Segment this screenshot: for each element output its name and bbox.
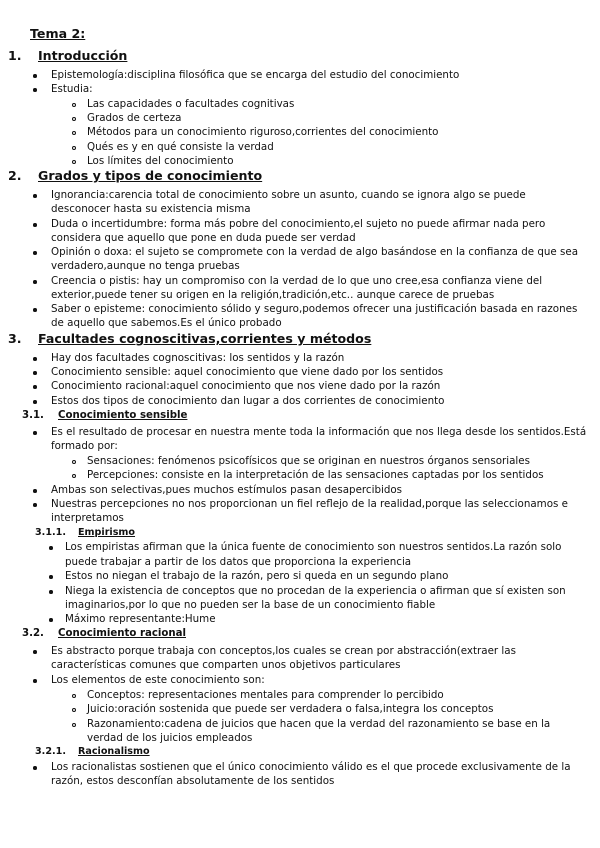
hollow-bullet-icon <box>72 146 76 150</box>
bullet-icon <box>33 251 37 255</box>
bullet-icon <box>49 618 53 622</box>
list-item: Los elementos de este conocimiento son: <box>51 674 265 686</box>
section-heading: Grados y tipos de conocimiento <box>38 168 263 183</box>
bullet-icon <box>33 400 37 404</box>
bullet-icon <box>49 546 53 550</box>
bullet-icon <box>33 194 37 198</box>
list-item: Creencia o pistis: hay un compromiso con la verdad de lo que uno cree,esa confianza viene del <box>51 275 543 287</box>
list-item: Epistemología:disciplina filosófica que se encarga del estudio del conocimiento <box>51 69 460 81</box>
bullet-icon <box>33 357 37 361</box>
bullet-icon <box>33 308 37 312</box>
list-item: Grados de certeza <box>87 112 182 124</box>
list-item: Qués es y en qué consiste la verdad <box>87 141 274 153</box>
list-item-continuation: razón, estos desconfían absolutamente de los sentidos <box>51 775 335 787</box>
section-heading: Introducción <box>38 48 128 63</box>
bullet-icon <box>33 385 37 389</box>
section-number: 1. <box>8 48 22 63</box>
hollow-bullet-icon <box>72 723 76 727</box>
hollow-bullet-icon <box>72 117 76 121</box>
bullet-icon <box>33 88 37 92</box>
list-item: Saber o episteme: conocimiento sólido y seguro,podemos ofrecer una justificación basada en razones <box>51 303 578 315</box>
bullet-icon <box>33 503 37 507</box>
section-heading: Racionalismo <box>78 746 150 757</box>
list-item: Es el resultado de procesar en nuestra mente toda la información que nos llega desde los sentidos.Está <box>51 426 587 438</box>
list-item-continuation: interpretamos <box>51 512 124 524</box>
list-item-continuation: exterior,puede tener su origen en la religión,tradición,etc.. aunque carece de pruebas <box>51 289 495 301</box>
section-number: 3.2. <box>22 628 44 639</box>
list-item-continuation: imaginarios,por lo que no pueden ser la base de un conocimiento fiable <box>65 599 436 611</box>
list-item: Conocimiento racional:aquel conocimiento que nos viene dado por la razón <box>51 380 441 392</box>
section-heading: Empirismo <box>78 527 136 538</box>
list-item: Máximo representante:Hume <box>65 613 216 625</box>
hollow-bullet-icon <box>72 708 76 712</box>
hollow-bullet-icon <box>72 131 76 135</box>
list-item: Nuestras percepciones no nos proporcionan un fiel reflejo de la realidad,porque las seleccionamos e <box>51 498 568 510</box>
list-item: Ignorancia:carencia total de conocimiento sobre un asunto, cuando se ignora algo se puede <box>51 189 526 201</box>
list-item-continuation: de aquello que sabemos.Es el único probado <box>51 317 282 329</box>
section-number: 3.1. <box>22 410 44 421</box>
section-number: 3.1.1. <box>35 527 66 538</box>
list-item: Opinión o doxa: el sujeto se compromete con la verdad de algo basándose en la confianza de que sea <box>51 246 579 258</box>
bullet-icon <box>33 679 37 683</box>
hollow-bullet-icon <box>72 160 76 164</box>
section-number: 2. <box>8 168 22 183</box>
bullet-icon <box>33 489 37 493</box>
section-heading: Conocimiento sensible <box>58 410 188 421</box>
list-item: Sensaciones: fenómenos psicofísicos que se originan en nuestros órganos sensoriales <box>87 455 530 467</box>
bullet-icon <box>33 371 37 375</box>
list-item: Los empiristas afirman que la única fuente de conocimiento son nuestros sentidos.La razón solo <box>65 541 562 553</box>
list-item: Es abstracto porque trabaja con conceptos,los cuales se crean por abstracción(extraer las <box>51 645 516 657</box>
section-number: 3. <box>8 331 22 346</box>
section-heading: Conocimiento racional <box>58 628 186 639</box>
list-item-continuation: desconocer hasta su existencia misma <box>51 203 251 215</box>
list-item: Los racionalistas sostienen que el único conocimiento válido es el que procede exclusivamente de la <box>51 761 571 773</box>
list-item: Hay dos facultades cognoscitivas: los sentidos y la razón <box>51 352 345 364</box>
list-item: Estudia: <box>51 83 93 95</box>
section-number: 3.2.1. <box>35 746 66 757</box>
list-item-continuation: puede trabajar a partir de los datos que proporciona la experiencia <box>65 556 412 568</box>
document-title: Tema 2: <box>30 26 86 41</box>
bullet-icon <box>49 590 53 594</box>
bullet-icon <box>49 575 53 579</box>
list-item: Percepciones: consiste en la interpretación de las sensaciones captadas por los sentidos <box>87 469 544 481</box>
section-heading: Facultades cognoscitivas,corrientes y métodos <box>38 331 372 346</box>
bullet-icon <box>33 766 37 770</box>
list-item: Conceptos: representaciones mentales para comprender lo percibido <box>87 689 444 701</box>
list-item-continuation: verdadero,aunque no tenga pruebas <box>51 260 240 272</box>
hollow-bullet-icon <box>72 460 76 464</box>
list-item: Juicio:oración sostenida que puede ser verdadera o falsa,integra los conceptos <box>87 703 494 715</box>
list-item: Duda o incertidumbre: forma más pobre del conocimiento,el sujeto no puede afirmar nada pero <box>51 218 546 230</box>
list-item-continuation: verdad de los juicios empleados <box>87 732 253 744</box>
bullet-icon <box>33 223 37 227</box>
list-item: Estos no niegan el trabajo de la razón, pero si queda en un segundo plano <box>65 570 449 582</box>
list-item-continuation: formado por: <box>51 440 118 452</box>
bullet-icon <box>33 650 37 654</box>
list-item-continuation: considera que aquello que pone en duda puede ser verdad <box>51 232 356 244</box>
list-item: Ambas son selectivas,pues muchos estímulos pasan desapercibidos <box>51 484 403 496</box>
hollow-bullet-icon <box>72 694 76 698</box>
list-item: Conocimiento sensible: aquel conocimiento que viene dado por los sentidos <box>51 366 444 378</box>
list-item: Métodos para un conocimiento riguroso,corrientes del conocimiento <box>87 126 439 138</box>
bullet-icon <box>33 74 37 78</box>
list-item: Niega la existencia de conceptos que no procedan de la experiencia o afirman que sí existen son <box>65 585 566 597</box>
bullet-icon <box>33 431 37 435</box>
bullet-icon <box>33 280 37 284</box>
hollow-bullet-icon <box>72 474 76 478</box>
hollow-bullet-icon <box>72 103 76 107</box>
list-item: Razonamiento:cadena de juicios que hacen que la verdad del razonamiento se base en la <box>87 718 551 730</box>
list-item-continuation: características comunes que comparten unos objetivos particulares <box>51 659 401 671</box>
list-item: Los límites del conocimiento <box>87 155 234 167</box>
list-item: Las capacidades o facultades cognitivas <box>87 98 295 110</box>
list-item: Estos dos tipos de conocimiento dan lugar a dos corrientes de conocimiento <box>51 395 445 407</box>
